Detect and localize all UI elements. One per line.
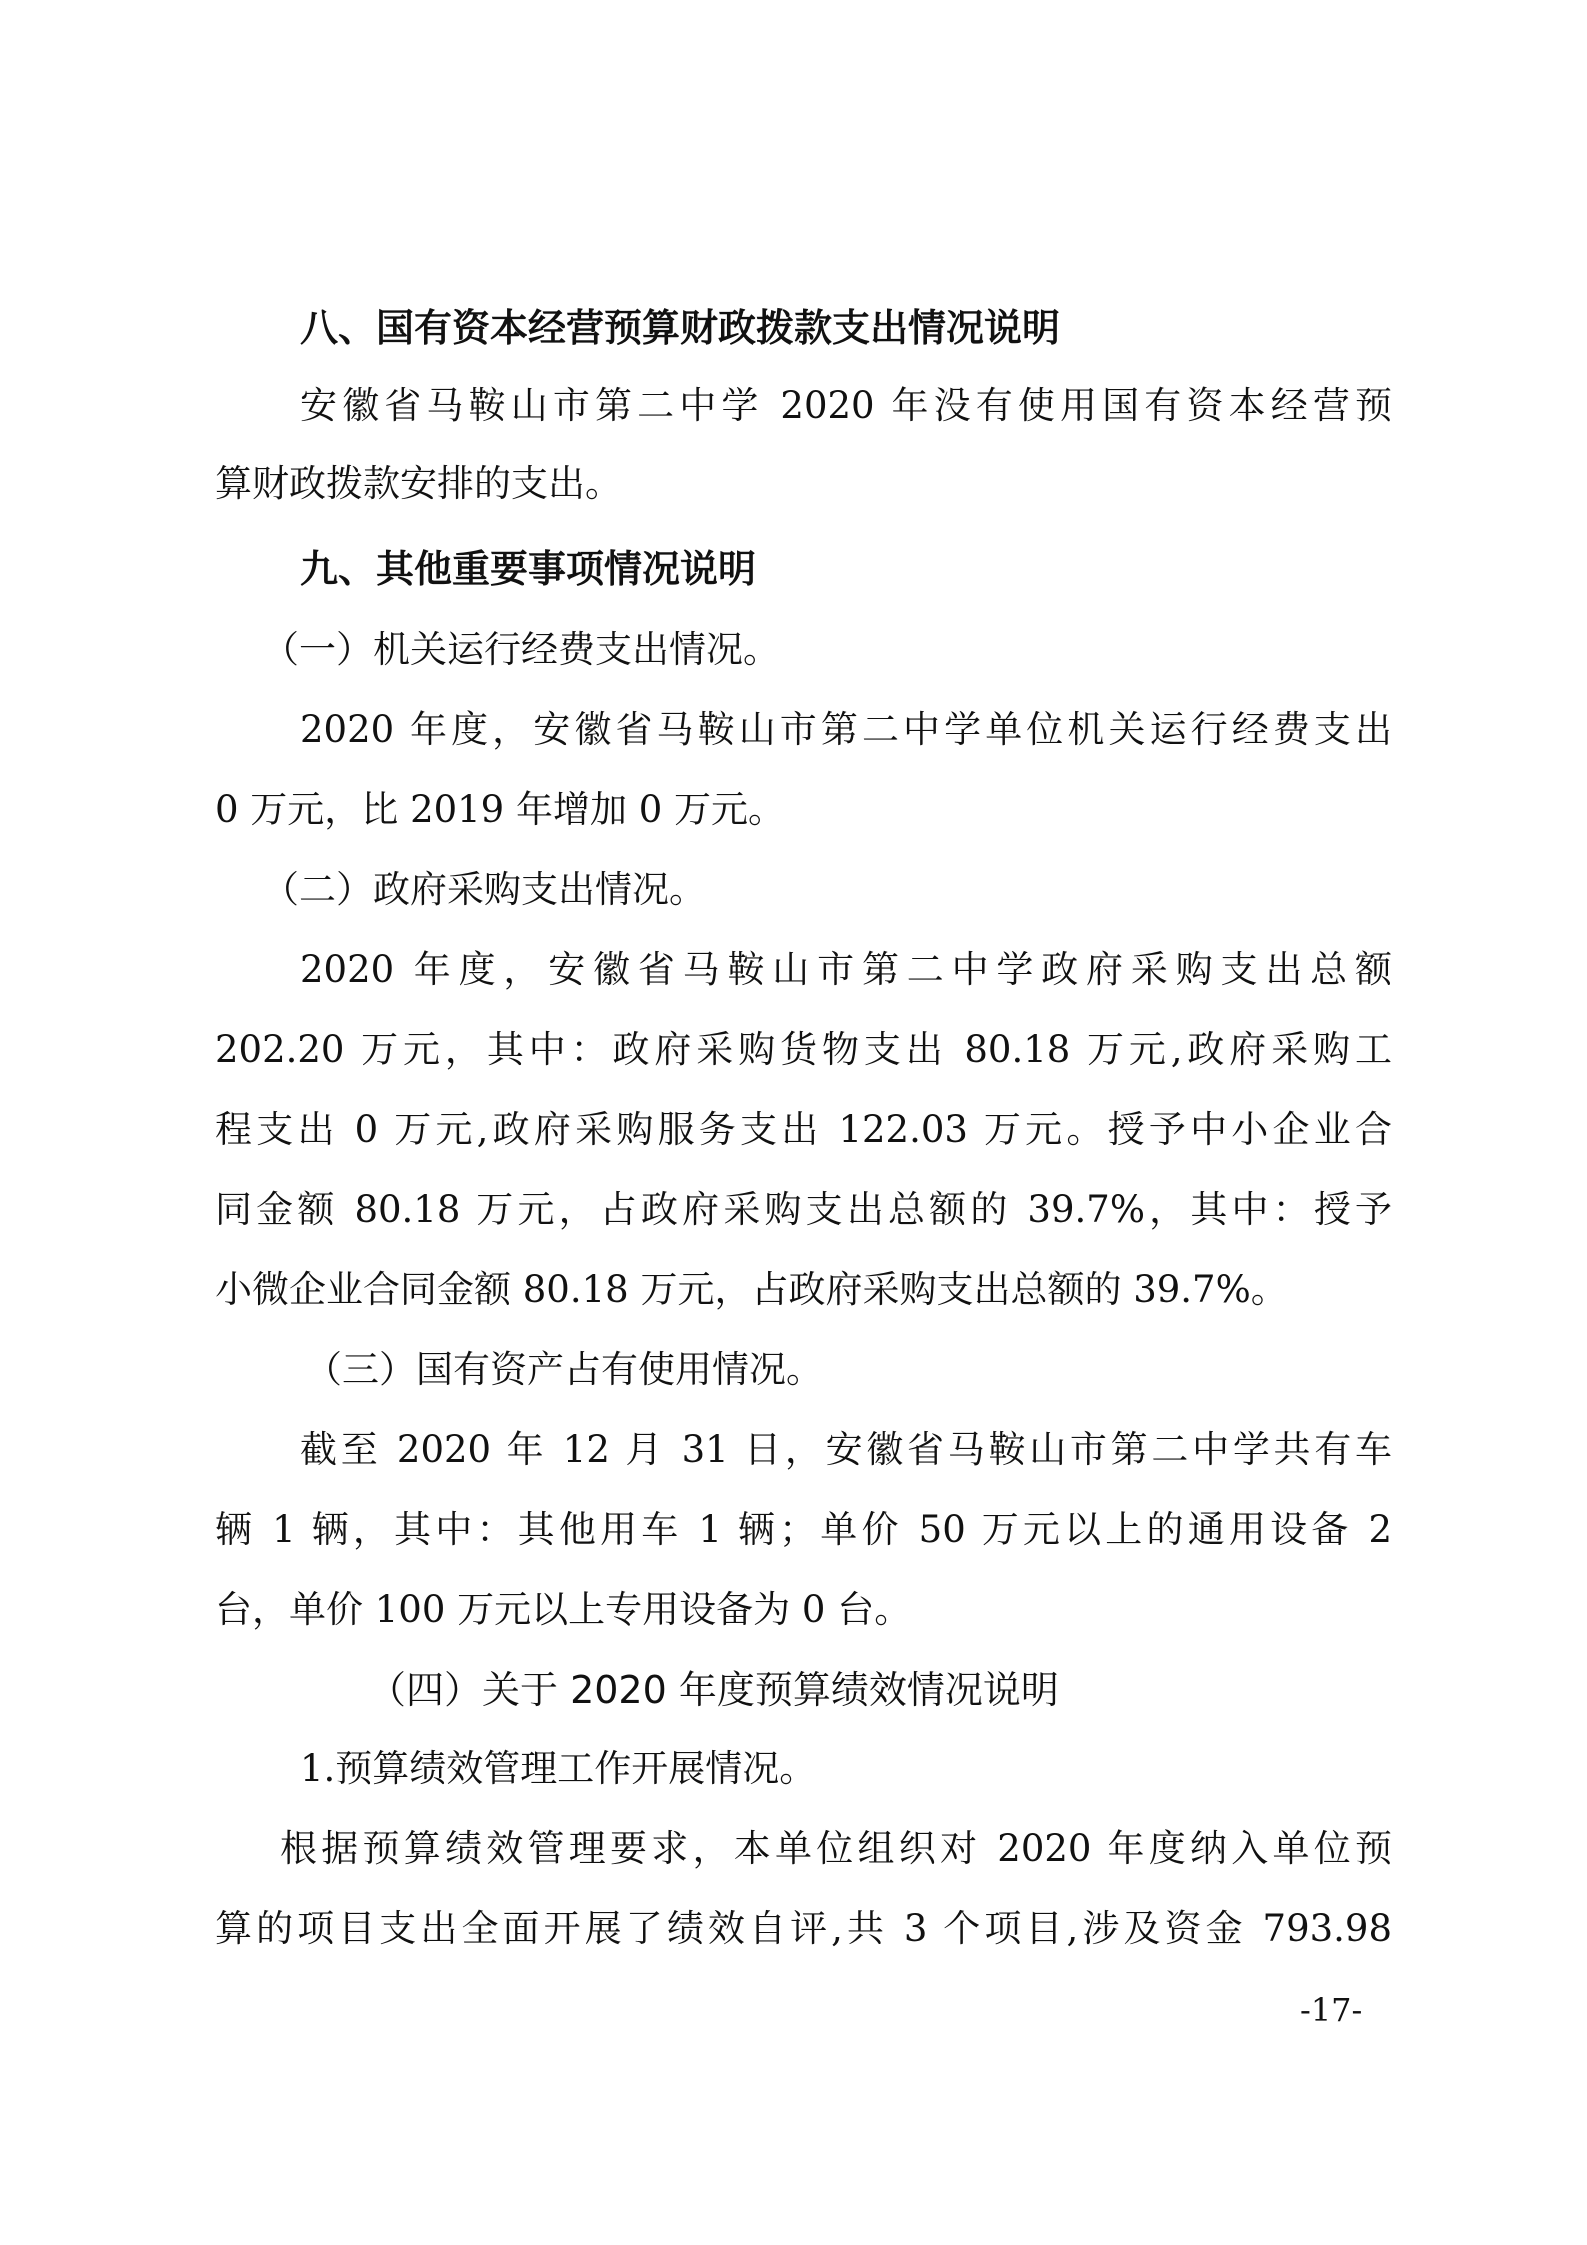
subsection-1-para-line-2: 0 万元，比 2019 年增加 0 万元。 <box>215 788 786 831</box>
subsection-2-para-line-1: 2020 年度，安徽省马鞍山市第二中学政府采购支出总额 <box>300 948 1392 991</box>
item-1-para-line-1: 根据预算绩效管理要求，本单位组织对 2020 年度纳入单位预 <box>280 1827 1392 1870</box>
subsection-3-para-line-2: 辆 1 辆，其中：其他用车 1 辆；单价 50 万元以上的通用设备 2 <box>215 1508 1392 1551</box>
section-8-heading: 八、国有资本经营预算财政拨款支出情况说明 <box>300 306 1061 350</box>
item-1-heading: 1.预算绩效管理工作开展情况。 <box>300 1747 817 1790</box>
subsection-2-para-line-5: 小微企业合同金额 80.18 万元，占政府采购支出总额的 39.7%。 <box>215 1268 1288 1311</box>
subsection-3-heading: （三）国有资产占有使用情况。 <box>305 1348 823 1391</box>
subsection-3-para-line-1: 截至 2020 年 12 月 31 日，安徽省马鞍山市第二中学共有车 <box>300 1428 1392 1471</box>
subsection-2-para-line-2: 202.20 万元，其中：政府采购货物支出 80.18 万元,政府采购工 <box>215 1028 1392 1071</box>
section-8-para-line-1: 安徽省马鞍山市第二中学 2020 年没有使用国有资本经营预 <box>300 384 1392 427</box>
page-number: -17- <box>1300 1991 1363 2029</box>
subsection-2-heading: （二）政府采购支出情况。 <box>262 868 706 911</box>
subsection-1-para-line-1: 2020 年度，安徽省马鞍山市第二中学单位机关运行经费支出 <box>300 708 1392 751</box>
subsection-4-heading: （四）关于 2020 年度预算绩效情况说明 <box>368 1668 1059 1712</box>
subsection-2-para-line-3: 程支出 0 万元,政府采购服务支出 122.03 万元。授予中小企业合 <box>215 1108 1392 1151</box>
subsection-3-para-line-3: 台，单价 100 万元以上专用设备为 0 台。 <box>215 1588 912 1631</box>
section-8-para-line-2: 算财政拨款安排的支出。 <box>215 462 622 505</box>
subsection-1-heading: （一）机关运行经费支出情况。 <box>262 628 780 671</box>
item-1-para-line-2: 算的项目支出全面开展了绩效自评,共 3 个项目,涉及资金 793.98 <box>215 1907 1392 1950</box>
subsection-2-para-line-4: 同金额 80.18 万元，占政府采购支出总额的 39.7%，其中：授予 <box>215 1188 1392 1231</box>
section-9-heading: 九、其他重要事项情况说明 <box>300 547 757 591</box>
